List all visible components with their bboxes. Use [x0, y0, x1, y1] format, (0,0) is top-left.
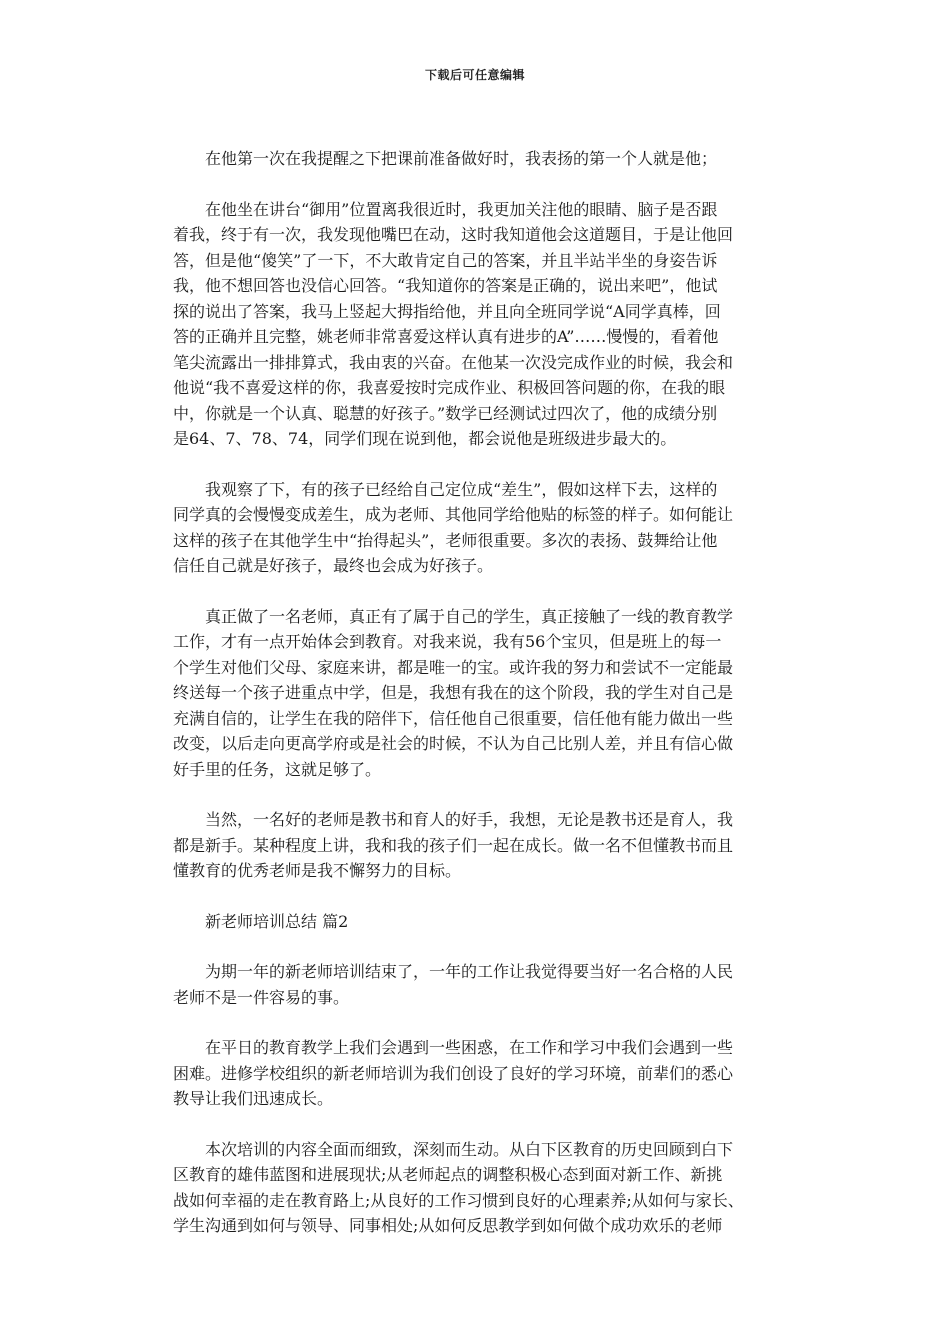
paragraph-2 — [173, 197, 778, 452]
paragraph-line: 学生沟通到如何与领导、同事相处;从如何反思教学到如何做个成功欢乐的老师 — [173, 1216, 723, 1235]
paragraph-line: 困难。进修学校组织的新老师培训为我们创设了良好的学习环境，前辈们的悉心 — [173, 1063, 734, 1083]
paragraph-line: 区教育的雄伟蓝图和进展现状;从老师起点的调整积极心态到面对新工作、新挑 — [173, 1165, 723, 1184]
paragraph-line: 这样的孩子在其他学生中“抬得起头”，老师很重要。多次的表扬、鼓舞给让他 — [173, 530, 718, 550]
paragraph-line: 他说“我不喜爱这样的你，我喜爱按时完成作业、积极回答问题的你，在我的眼 — [173, 378, 726, 397]
paragraph-line: 笔尖流露出一排排算式，我由衷的兴奋。在他某一次没完成作业的时候，我会和 — [173, 352, 734, 372]
paragraph-line: 个学生对他们父母、家庭来讲，都是唯一的宝。或许我的努力和尝试不一定能最 — [173, 657, 734, 677]
section-heading-text: 新老师培训总结 篇2 — [205, 911, 349, 931]
paragraph-line: 充满自信的，让学生在我的陪伴下，信任他自己很重要，信任他有能力做出一些 — [173, 708, 734, 728]
section-heading — [173, 909, 778, 935]
paragraph-line: 着我，终于有一次，我发现他嘴巴在动，这时我知道他会这道题目，于是让他回 — [173, 225, 734, 244]
page-header: 下载后可任意编辑 — [424, 68, 525, 82]
paragraph-line: 信任自己就是好孩子，最终也会成为好孩子。 — [173, 556, 494, 575]
paragraph-line: 答，但是他“傻笑”了一下，不大敢肯定自己的答案，并且半站半坐的身姿告诉 — [173, 250, 718, 270]
paragraph-6 — [173, 959, 778, 1010]
paragraph-4 — [173, 604, 778, 783]
paragraph-5 — [173, 807, 778, 884]
paragraph-line: 探的说出了答案，我马上竖起大拇指给他，并且向全班同学说“A同学真棒，回 — [173, 301, 721, 321]
paragraph-line: 当然，一名好的老师是教书和育人的好手，我想，无论是教书还是育人，我 — [205, 810, 734, 829]
paragraph-line: 我，他不想回答也没信心回答。“我知道你的答案是正确的，说出来吧”，他试 — [173, 276, 718, 295]
paragraph-line: 在平日的教育教学上我们会遇到一些困惑，在工作和学习中我们会遇到一些 — [205, 1038, 734, 1057]
paragraph-line: 答的正确并且完整，姚老师非常喜爱这样认真有进步的A”……慢慢的，看着他 — [173, 327, 719, 346]
paragraph-line: 在他坐在讲台“御用”位置离我很近时，我更加关注他的眼睛、脑子是否跟 — [205, 199, 718, 219]
paragraph-line: 为期一年的新老师培训结束了，一年的工作让我觉得要当好一名合格的人民 — [205, 962, 734, 981]
paragraph-line: 好手里的任务，这就足够了。 — [173, 759, 382, 779]
paragraph-line: 中，你就是一个认真、聪慧的好孩子。”数学已经测试过四次了，他的成绩分别 — [173, 403, 718, 423]
paragraph-line: 真正做了一名老师，真正有了属于自己的学生，真正接触了一线的教育教学 — [205, 606, 734, 626]
paragraph-line: 战如何幸福的走在教育路上;从良好的工作习惯到良好的心理素养;从如何与家长、 — [173, 1190, 744, 1210]
paragraph-line: 终送每一个孩子进重点中学，但是，我想有我在的这个阶段，我的学生对自己是 — [173, 683, 734, 702]
paragraph-7 — [173, 1035, 778, 1112]
paragraph-8 — [173, 1137, 778, 1239]
paragraph-3 — [173, 477, 778, 579]
paragraph-line: 懂教育的优秀老师是我不懈努力的目标。 — [173, 861, 462, 880]
paragraph-1 — [173, 146, 778, 172]
paragraph-line: 教导让我们迅速成长。 — [173, 1089, 334, 1108]
paragraph-line: 是64、7、78、74，同学们现在说到他，都会说他是班级进步最大的。 — [173, 429, 677, 448]
paragraph-line: 工作，才有一点开始体会到教育。对我来说，我有56个宝贝，但是班上的每一 — [173, 632, 722, 651]
document-body — [173, 146, 778, 1264]
paragraph-line: 都是新手。某种程度上讲，我和我的孩子们一起在成长。做一名不但懂教书而且 — [173, 835, 734, 855]
paragraph-line: 改变，以后走向更高学府或是社会的时候，不认为自己比别人差，并且有信心做 — [173, 734, 734, 753]
paragraph-line: 在他第一次在我提醒之下把课前准备做好时，我表扬的第一个人就是他； — [205, 149, 718, 168]
paragraph-line: 老师不是一件容易的事。 — [173, 987, 350, 1007]
paragraph-line: 本次培训的内容全面而细致，深刻而生动。从白下区教育的历史回顾到白下 — [205, 1139, 734, 1159]
paragraph-line: 我观察了下，有的孩子已经给自己定位成“差生”，假如这样下去，这样的 — [205, 479, 718, 499]
paragraph-line: 同学真的会慢慢变成差生，成为老师、其他同学给他贴的标签的样子。如何能让 — [173, 505, 734, 524]
